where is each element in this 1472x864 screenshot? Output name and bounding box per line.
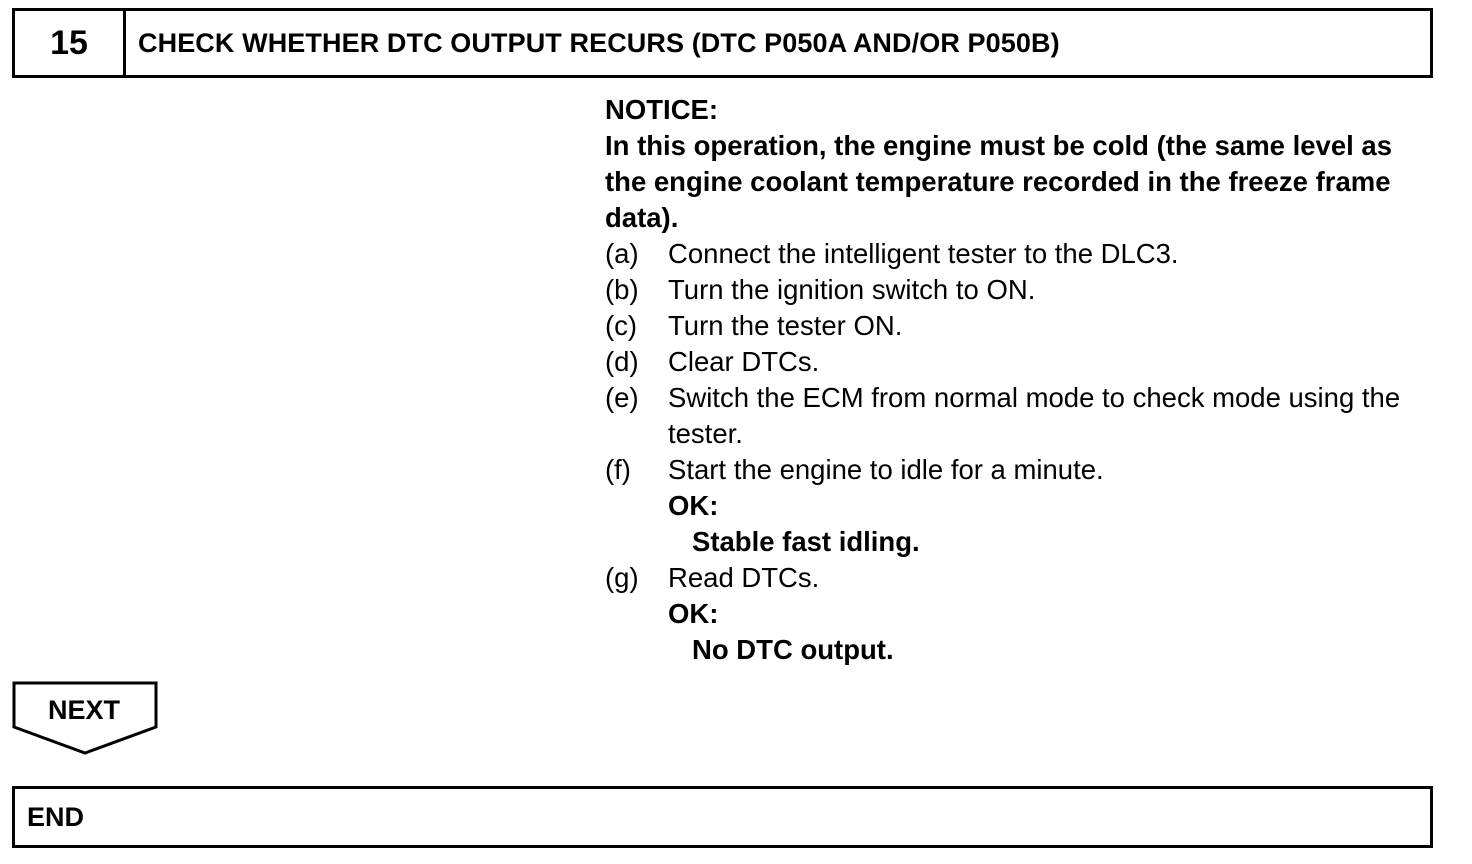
step-b <box>605 272 1435 308</box>
ok-value: Stable fast idling. <box>692 526 920 557</box>
end-label: END <box>27 801 85 832</box>
step-header <box>12 8 1433 78</box>
ok-label: OK: <box>668 490 719 521</box>
step-text: Start the engine to idle for a minute. <box>668 454 1104 485</box>
step-letter: (d) <box>605 346 639 377</box>
step-letter: (c) <box>605 310 638 341</box>
step-letter: (e) <box>605 382 639 413</box>
notice-title: NOTICE: <box>605 94 719 125</box>
step-f <box>605 452 1435 488</box>
step-title: CHECK WHETHER DTC OUTPUT RECURS (DTC P050A AND/OR P050B) <box>138 27 1060 58</box>
step-d <box>605 344 1435 380</box>
step-g <box>605 560 1435 596</box>
step-text: Read DTCs. <box>668 562 820 593</box>
step-letter: (g) <box>605 562 639 593</box>
ok-value: No DTC output. <box>692 634 894 665</box>
step-number: 15 <box>15 11 126 75</box>
step-text: Turn the tester ON. <box>668 310 903 341</box>
step-c <box>605 308 1435 344</box>
step-letter: (f) <box>605 454 631 485</box>
next-label: NEXT <box>47 695 120 725</box>
step-text: Turn the ignition switch to ON. <box>668 274 1036 305</box>
notice-body: In this operation, the engine must be cold (the same level as the engine coolant temperature recorded in the freeze frame data). <box>605 130 1392 233</box>
step-letter: (a) <box>605 238 639 269</box>
procedure-content <box>605 92 1435 668</box>
next-arrow-box <box>12 681 160 757</box>
step-text: Connect the intelligent tester to the DLC3. <box>668 238 1179 269</box>
step-e <box>605 380 1435 452</box>
end-box <box>12 786 1433 848</box>
step-a <box>605 236 1435 272</box>
ok-label: OK: <box>668 598 719 629</box>
step-text: Switch the ECM from normal mode to check mode using the tester. <box>668 382 1401 449</box>
step-text: Clear DTCs. <box>668 346 820 377</box>
step-letter: (b) <box>605 274 639 305</box>
